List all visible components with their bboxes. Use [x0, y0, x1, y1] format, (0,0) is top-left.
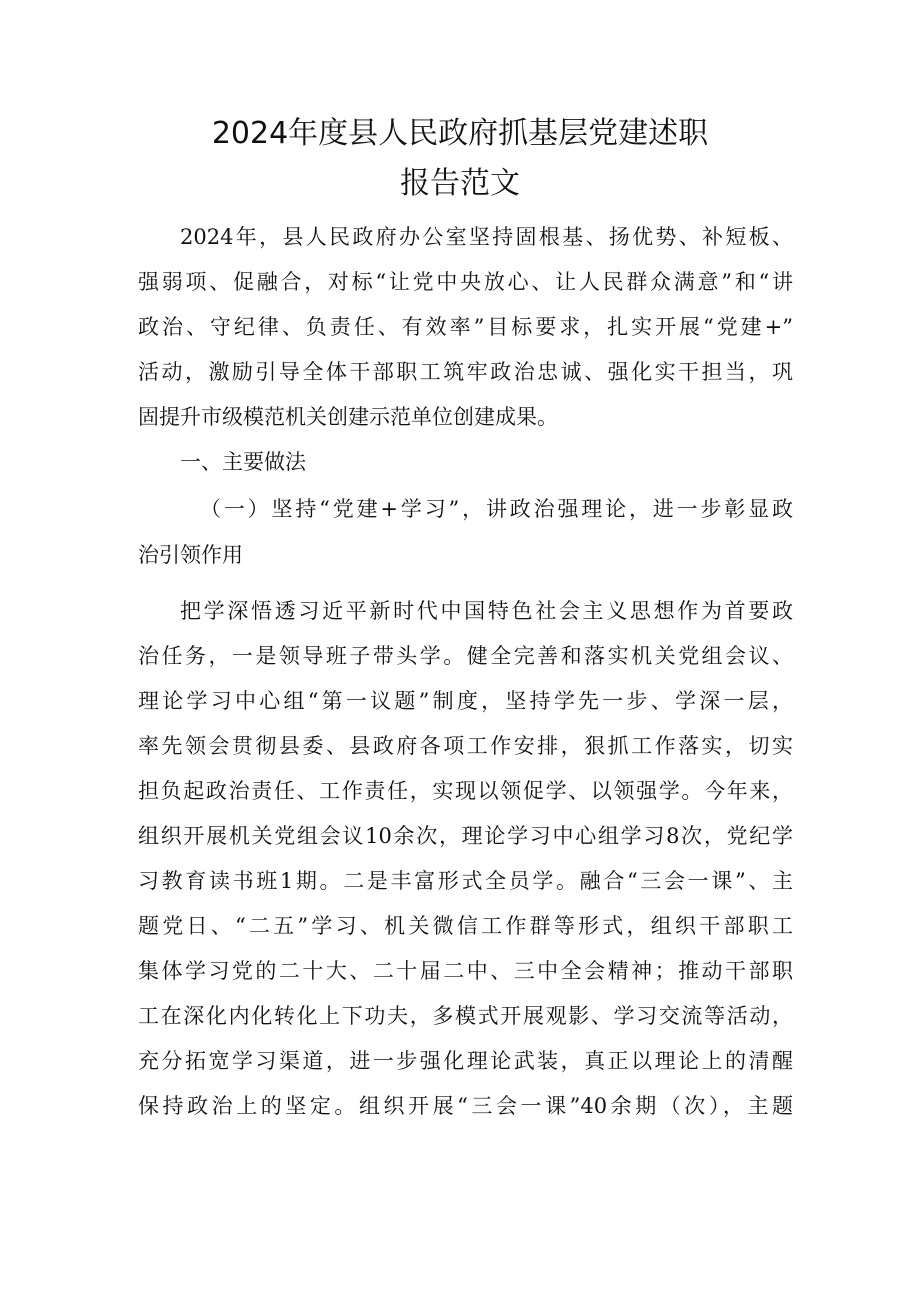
subsection-heading-line: 治引领作用	[138, 543, 243, 567]
paragraph-line: 把学深悟透习近平新时代中国特色社会主义思想作为首要政	[180, 599, 793, 623]
section-heading: 一、主要做法	[180, 450, 306, 474]
subsection-heading-line: （一）坚持“党建+学习”，讲政治强理论，进一步彰显政	[200, 497, 793, 521]
intro-line: 2024年，县人民政府办公室坚持固根基、扬优势、补短板、	[180, 225, 793, 249]
document-title-line-2: 报告范文	[400, 166, 520, 201]
intro-line: 活动，激励引导全体干部职工筑牢政治忠诚、强化实干担当，巩	[138, 360, 793, 384]
paragraph-line: 组织开展机关党组会议10余次，理论学习中心组学习8次，党纪学	[138, 824, 793, 848]
paragraph-line: 集体学习党的二十大、二十届二中、三中全会精神；推动干部职	[138, 959, 793, 983]
intro-line: 政治、守纪律、负责任、有效率”目标要求，扎实开展“党建+”	[138, 315, 793, 339]
paragraph-line: 担负起政治责任、工作责任，实现以领促学、以领强学。今年来，	[138, 779, 793, 803]
document-title-line-1: 2024年度县人民政府抓基层党建述职	[211, 116, 709, 151]
paragraph-line: 率先领会贯彻县委、县政府各项工作安排，狠抓工作落实，切实	[138, 734, 793, 758]
intro-line: 固提升市级模范机关创建示范单位创建成果。	[138, 405, 558, 429]
paragraph-line: 理论学习中心组“第一议题”制度，坚持学先一步、学深一层，	[138, 689, 793, 713]
paragraph-line: 工在深化内化转化上下功夫，多模式开展观影、学习交流等活动，	[138, 1004, 793, 1028]
paragraph-line: 保持政治上的坚定。组织开展“三会一课”40余期（次），主题	[138, 1094, 793, 1118]
paragraph-line: 治任务，一是领导班子带头学。健全完善和落实机关党组会议、	[138, 644, 793, 668]
paragraph-line: 题党日、“二五”学习、机关微信工作群等形式，组织干部职工	[138, 914, 793, 938]
paragraph-line: 充分拓宽学习渠道，进一步强化理论武装，真正以理论上的清醒	[138, 1049, 793, 1073]
paragraph-line: 习教育读书班1期。二是丰富形式全员学。融合“三会一课”、主	[138, 869, 793, 893]
intro-line: 强弱项、促融合，对标“让党中央放心、让人民群众满意”和“讲	[138, 270, 793, 294]
